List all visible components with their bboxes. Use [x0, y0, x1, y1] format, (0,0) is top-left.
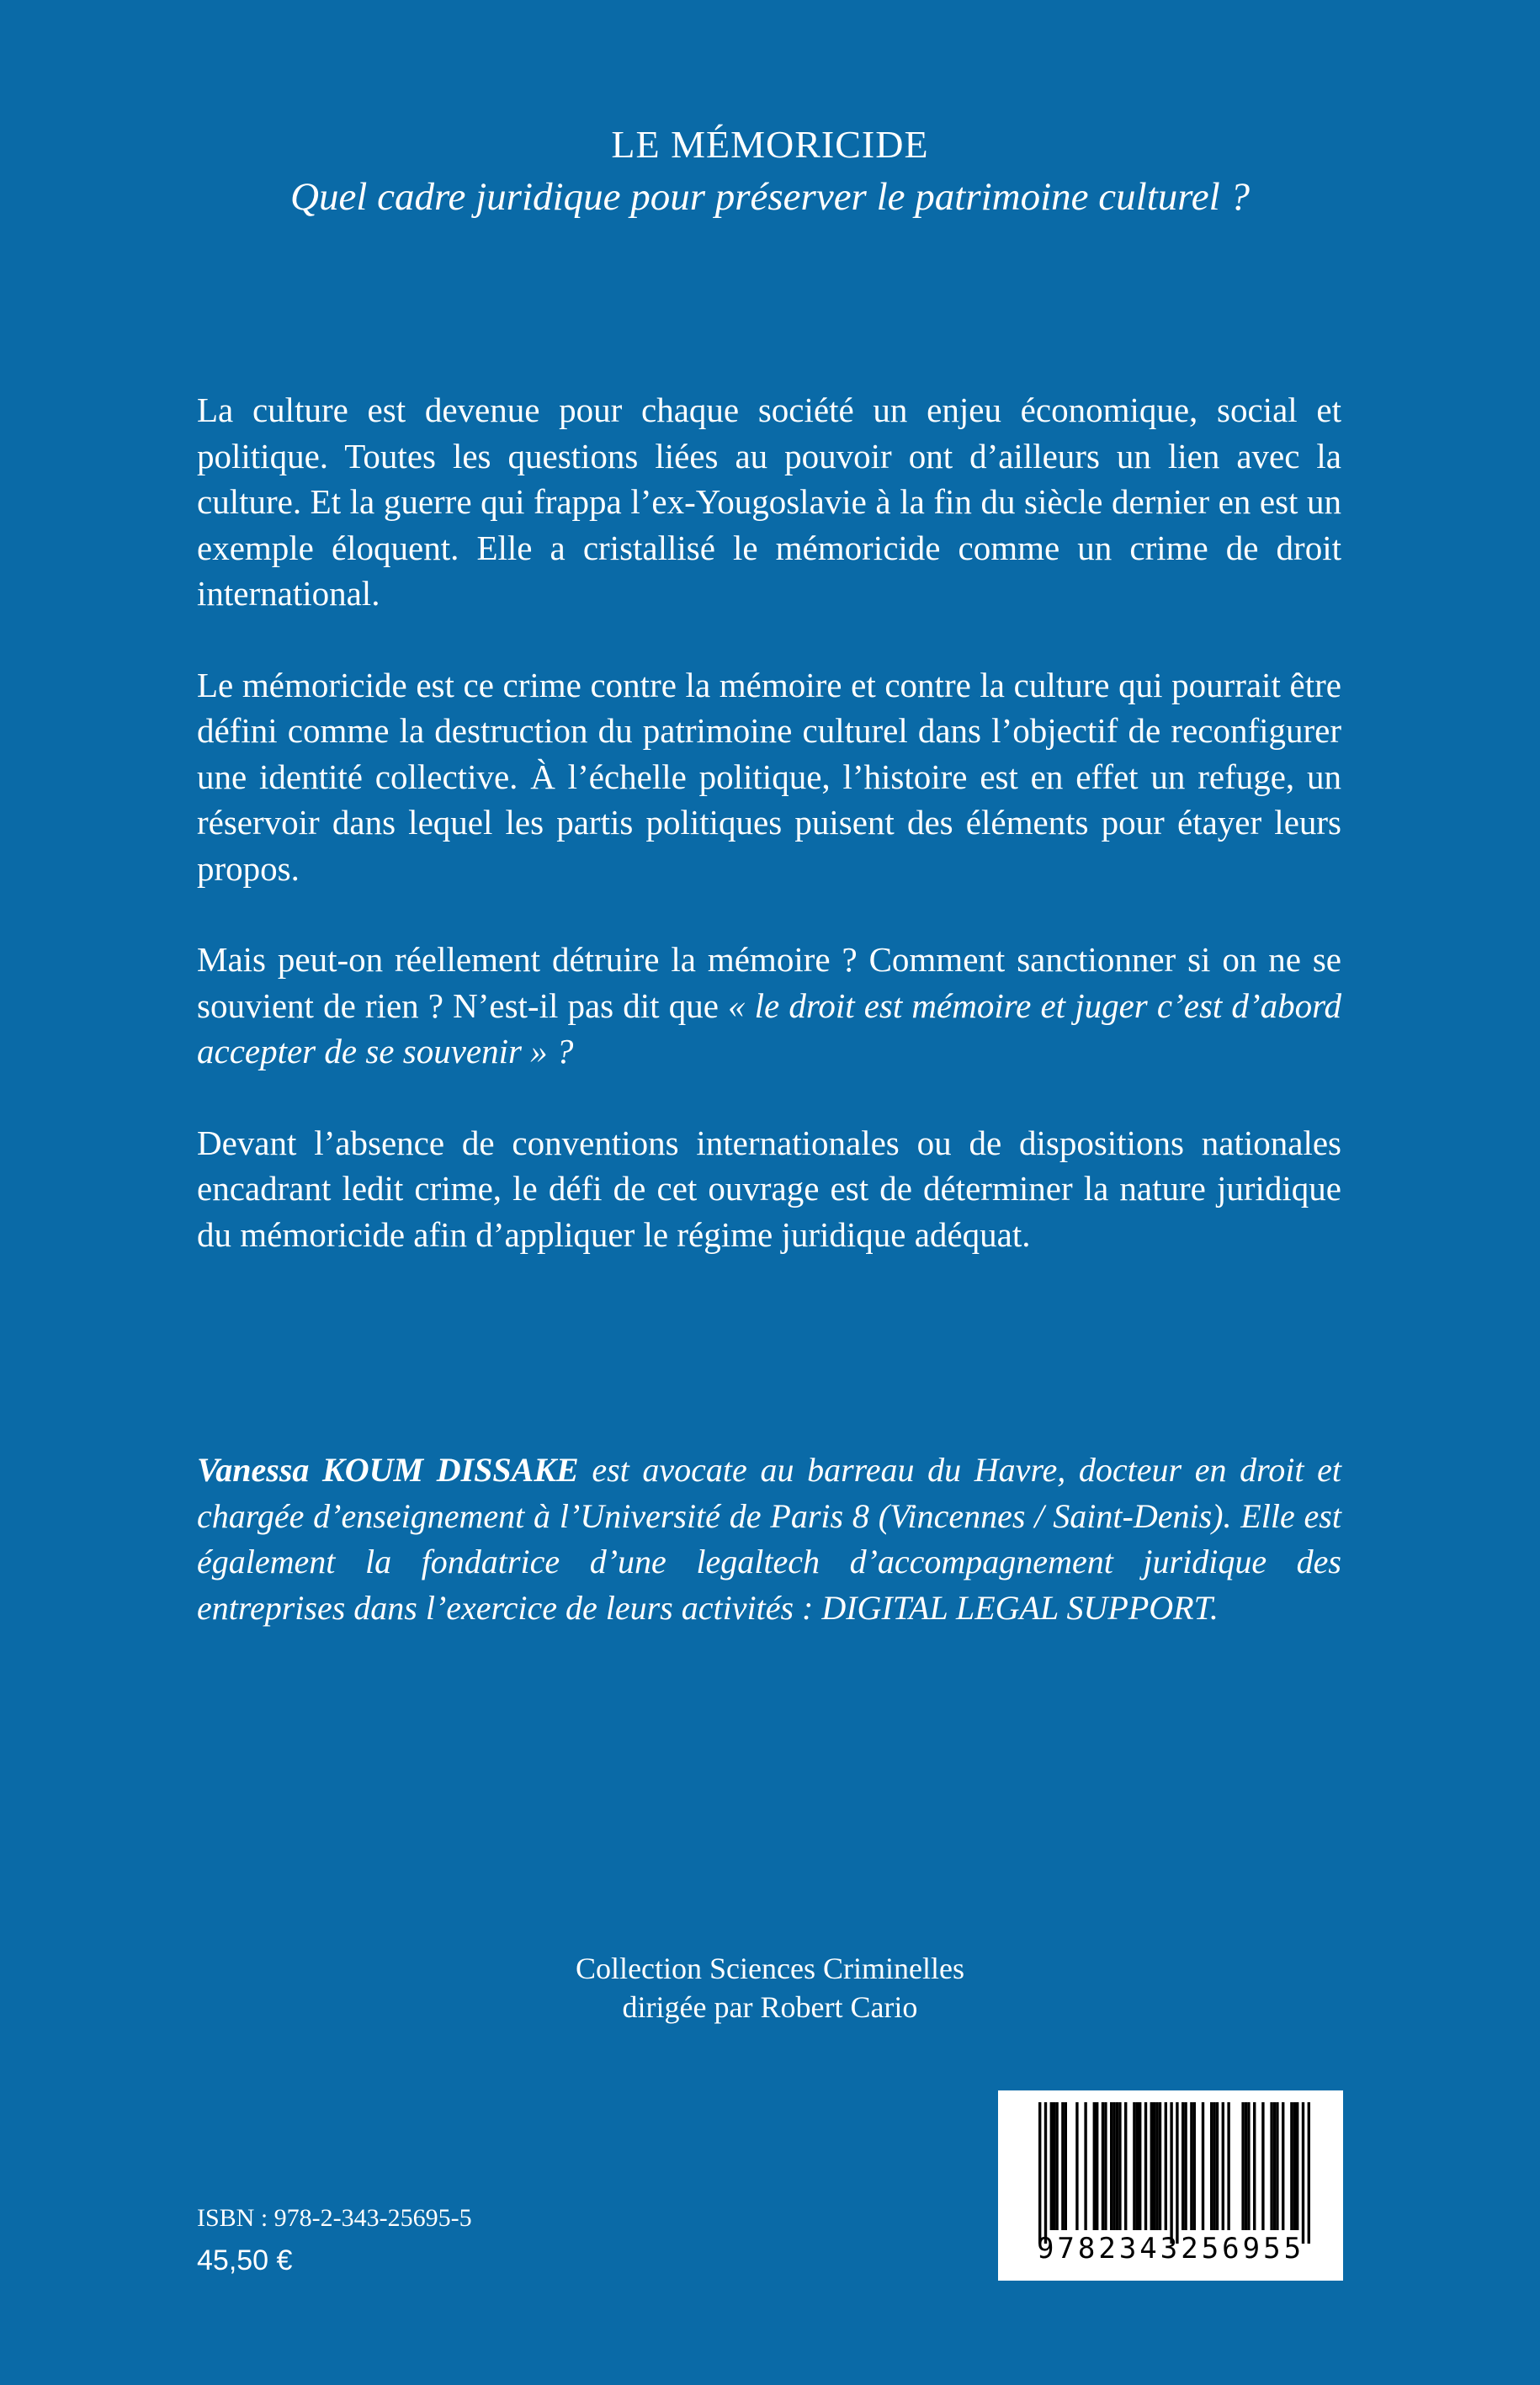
barcode-bar: [1118, 2102, 1121, 2230]
collection-name: Collection Sciences Criminelles: [576, 1952, 964, 1985]
barcode-bar: [1296, 2102, 1298, 2230]
book-subtitle: Quel cadre juridique pour préserver le patrimoine culturel ?: [290, 175, 1250, 219]
barcode-bar: [1038, 2102, 1041, 2244]
price: 45,50 €: [197, 2244, 293, 2276]
barcode-bar: [1061, 2102, 1064, 2230]
barcode-bar: [1104, 2102, 1107, 2230]
barcode-bar: [1139, 2102, 1141, 2230]
barcode-bar: [1102, 2102, 1104, 2230]
isbn: ISBN : 978-2-343-25695-5: [197, 2204, 472, 2232]
barcode-bar: [1227, 2102, 1229, 2230]
barcode-bar: [1116, 2102, 1118, 2230]
barcode-bar: [1241, 2102, 1244, 2230]
barcode-bar: [1155, 2102, 1158, 2230]
collection-director: dirigée par Robert Cario: [622, 1990, 918, 2024]
barcode-bar: [1133, 2102, 1135, 2230]
barcode: [998, 2090, 1343, 2281]
barcode-bar: [1153, 2102, 1155, 2230]
barcode-bar: [1184, 2102, 1187, 2230]
barcode-bar: [1093, 2102, 1096, 2230]
barcode-bar: [1044, 2102, 1047, 2244]
barcode-bar: [1159, 2102, 1161, 2230]
barcode-bar: [1261, 2102, 1264, 2230]
author-bio-text: est avocate au barreau du Havre, docteur en droit et chargée d’enseignement à l’Université de Paris 8 (Vincennes / Saint-Denis). Elle est également la fondatrice d’une legaltech d’accompagnement juridique des entreprises dans l’exercice de leurs activités : DIGITAL LEGAL SUPPORT.: [197, 1451, 1341, 1627]
barcode-bar: [1253, 2102, 1256, 2230]
summary-paragraph-3-quote: « le droit est mémoire et juger c’est d’abord accepter de se souvenir » ?: [197, 985, 1342, 1070]
barcode-bar: [1065, 2102, 1067, 2230]
barcode-bar: [1270, 2102, 1272, 2230]
barcode-bar: [1293, 2102, 1296, 2230]
barcode-bar: [1113, 2102, 1115, 2230]
author-name: Vanessa KOUM DISSAKE: [197, 1451, 579, 1489]
barcode-bar: [1053, 2102, 1055, 2230]
barcode-bar: [1182, 2102, 1184, 2230]
barcode-bar: [1136, 2102, 1139, 2230]
barcode-bar: [1193, 2102, 1196, 2230]
barcode-bar: [1202, 2102, 1204, 2230]
barcode-bar: [1276, 2102, 1278, 2230]
barcode-bar: [1084, 2102, 1086, 2230]
barcode-bar: [1150, 2102, 1153, 2230]
summary-paragraph-4: Devant l’absence de conventions internationales ou de dispositions nationales encadrant ledit crime, le défi de cet ouvrage est de déterminer la nature juridique du mémoricide afin d’appliquer le régime juridique adéquat.: [197, 1123, 1341, 1254]
barcode-bar: [1144, 2102, 1147, 2230]
barcode-bar: [1302, 2102, 1304, 2244]
barcode-bar: [1170, 2102, 1172, 2244]
barcode-bar: [1096, 2102, 1098, 2230]
barcode-bar: [1222, 2102, 1224, 2230]
barcode-bar: [1290, 2102, 1293, 2230]
barcode-bar: [1176, 2102, 1178, 2244]
barcode-bar: [1110, 2102, 1113, 2230]
barcode-bar: [1190, 2102, 1192, 2230]
summary-text: [197, 387, 1341, 1303]
barcode-bar: [1055, 2102, 1058, 2230]
summary-paragraph-1: La culture est devenue pour chaque société un enjeu économique, social et politique. Toutes les questions liées au pouvoir ont d’ailleurs un lien avec la culture. Et la guerre qui frappa l’ex-Yougoslavie à la fin du siècle dernier en est un exemple éloquent. Elle a cristallisé le mémoricide comme un crime de droit international.: [197, 390, 1341, 613]
barcode-bar: [1075, 2102, 1078, 2230]
barcode-bar: [1282, 2102, 1284, 2230]
barcode-bar: [1213, 2102, 1215, 2230]
collection-info: [0, 1949, 1540, 2026]
barcode-bar: [1050, 2102, 1053, 2230]
summary-paragraph-2: Le mémoricide est ce crime contre la mémoire et contre la culture qui pourrait être défini comme la destruction du patrimoine culturel dans l’objectif de reconfigurer une identité collective. À l’échelle politique, l’histoire est en effet un refuge, un réservoir dans lequel les partis politiques puisent des éléments pour étayer leurs propos.: [197, 665, 1341, 888]
barcode-bar: [1273, 2102, 1276, 2230]
title-block: [0, 120, 1540, 224]
author-bio: [197, 1447, 1341, 1631]
barcode-bar: [1245, 2102, 1247, 2230]
barcode-bar: [1216, 2102, 1219, 2230]
barcode-bar: [1165, 2102, 1167, 2230]
summary-paragraph-3-text: Mais peut-on réellement détruire la mémoire ? Comment sanctionner si on ne se souvient de rien ? N’est-il pas dit que: [197, 940, 1341, 1025]
barcode-bar: [1210, 2102, 1213, 2230]
barcode-bar: [1247, 2102, 1250, 2230]
barcode-bar: [1124, 2102, 1127, 2230]
book-title: LE MÉMORICIDE: [611, 123, 929, 166]
summary-paragraph-3: [197, 937, 1341, 1075]
barcode-number: 9782343256955: [1036, 2232, 1305, 2265]
barcode-bar: [1308, 2102, 1310, 2244]
